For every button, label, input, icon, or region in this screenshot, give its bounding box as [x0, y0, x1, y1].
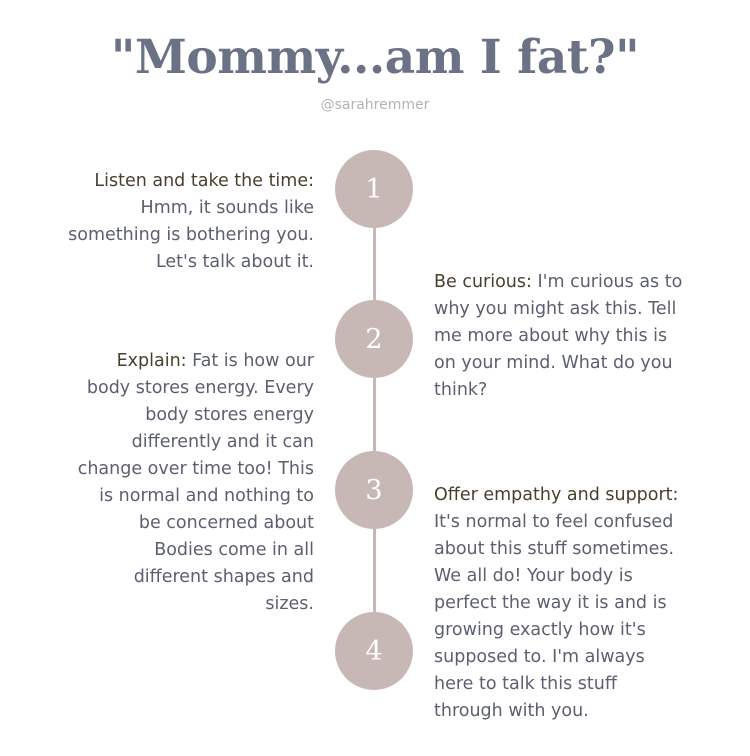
step-3-line: sizes.: [265, 594, 314, 614]
step-3-circle: 3: [335, 451, 413, 529]
step-1-text: [68, 168, 314, 276]
step-4-line: We all do! Your body is: [434, 566, 633, 586]
page-title: "Mommy...am I fat?": [110, 30, 640, 85]
step-4-line: through with you.: [434, 701, 589, 721]
author-handle: @sarahremmer: [320, 97, 430, 113]
step-1-line: something is bothering you.: [68, 225, 314, 245]
step-4-line: It's normal to feel confused: [434, 512, 674, 532]
timeline-line: [373, 188, 376, 648]
step-3-line: Fat is how our: [192, 351, 314, 371]
step-3-line: body stores energy: [145, 405, 314, 425]
step-1-line: Hmm, it sounds like: [140, 198, 314, 218]
step-3-line: change over time too! This: [77, 459, 314, 479]
step-3-text: [78, 348, 314, 618]
step-2-heading: Be curious:: [434, 272, 532, 292]
step-3-heading: Explain:: [116, 351, 187, 371]
step-4-line: about this stuff sometimes.: [434, 539, 675, 559]
step-3-line: different shapes and: [133, 567, 314, 587]
step-2-line: me more about why this is: [434, 326, 668, 346]
step-1-line: Let's talk about it.: [155, 252, 314, 272]
step-3-line: differently and it can: [131, 432, 314, 452]
step-1-heading: Listen and take the time:: [94, 171, 314, 191]
step-4-circle: 4: [335, 612, 413, 690]
step-4-text: [434, 482, 734, 725]
step-4-line: here to talk this stuff: [434, 674, 617, 694]
step-2-line: think?: [434, 380, 488, 400]
step-3-line: be concerned about: [138, 513, 314, 533]
step-2-line: on your mind. What do you: [434, 353, 673, 373]
step-2-circle: 2: [335, 300, 413, 378]
step-3-line: Bodies come in all: [154, 540, 314, 560]
step-4-line: growing exactly how it's: [434, 620, 646, 640]
step-3-line: is normal and nothing to: [99, 486, 314, 506]
step-1-circle: 1: [335, 150, 413, 228]
step-4-line: supposed to. I'm always: [434, 647, 645, 667]
step-3-line: body stores energy. Every: [86, 378, 314, 398]
step-2-text: [434, 269, 734, 404]
step-4-heading: Offer empathy and support:: [434, 485, 679, 505]
step-2-line: I'm curious as to: [537, 272, 683, 292]
step-4-line: perfect the way it is and is: [434, 593, 667, 613]
step-2-line: why you might ask this. Tell: [434, 299, 677, 319]
